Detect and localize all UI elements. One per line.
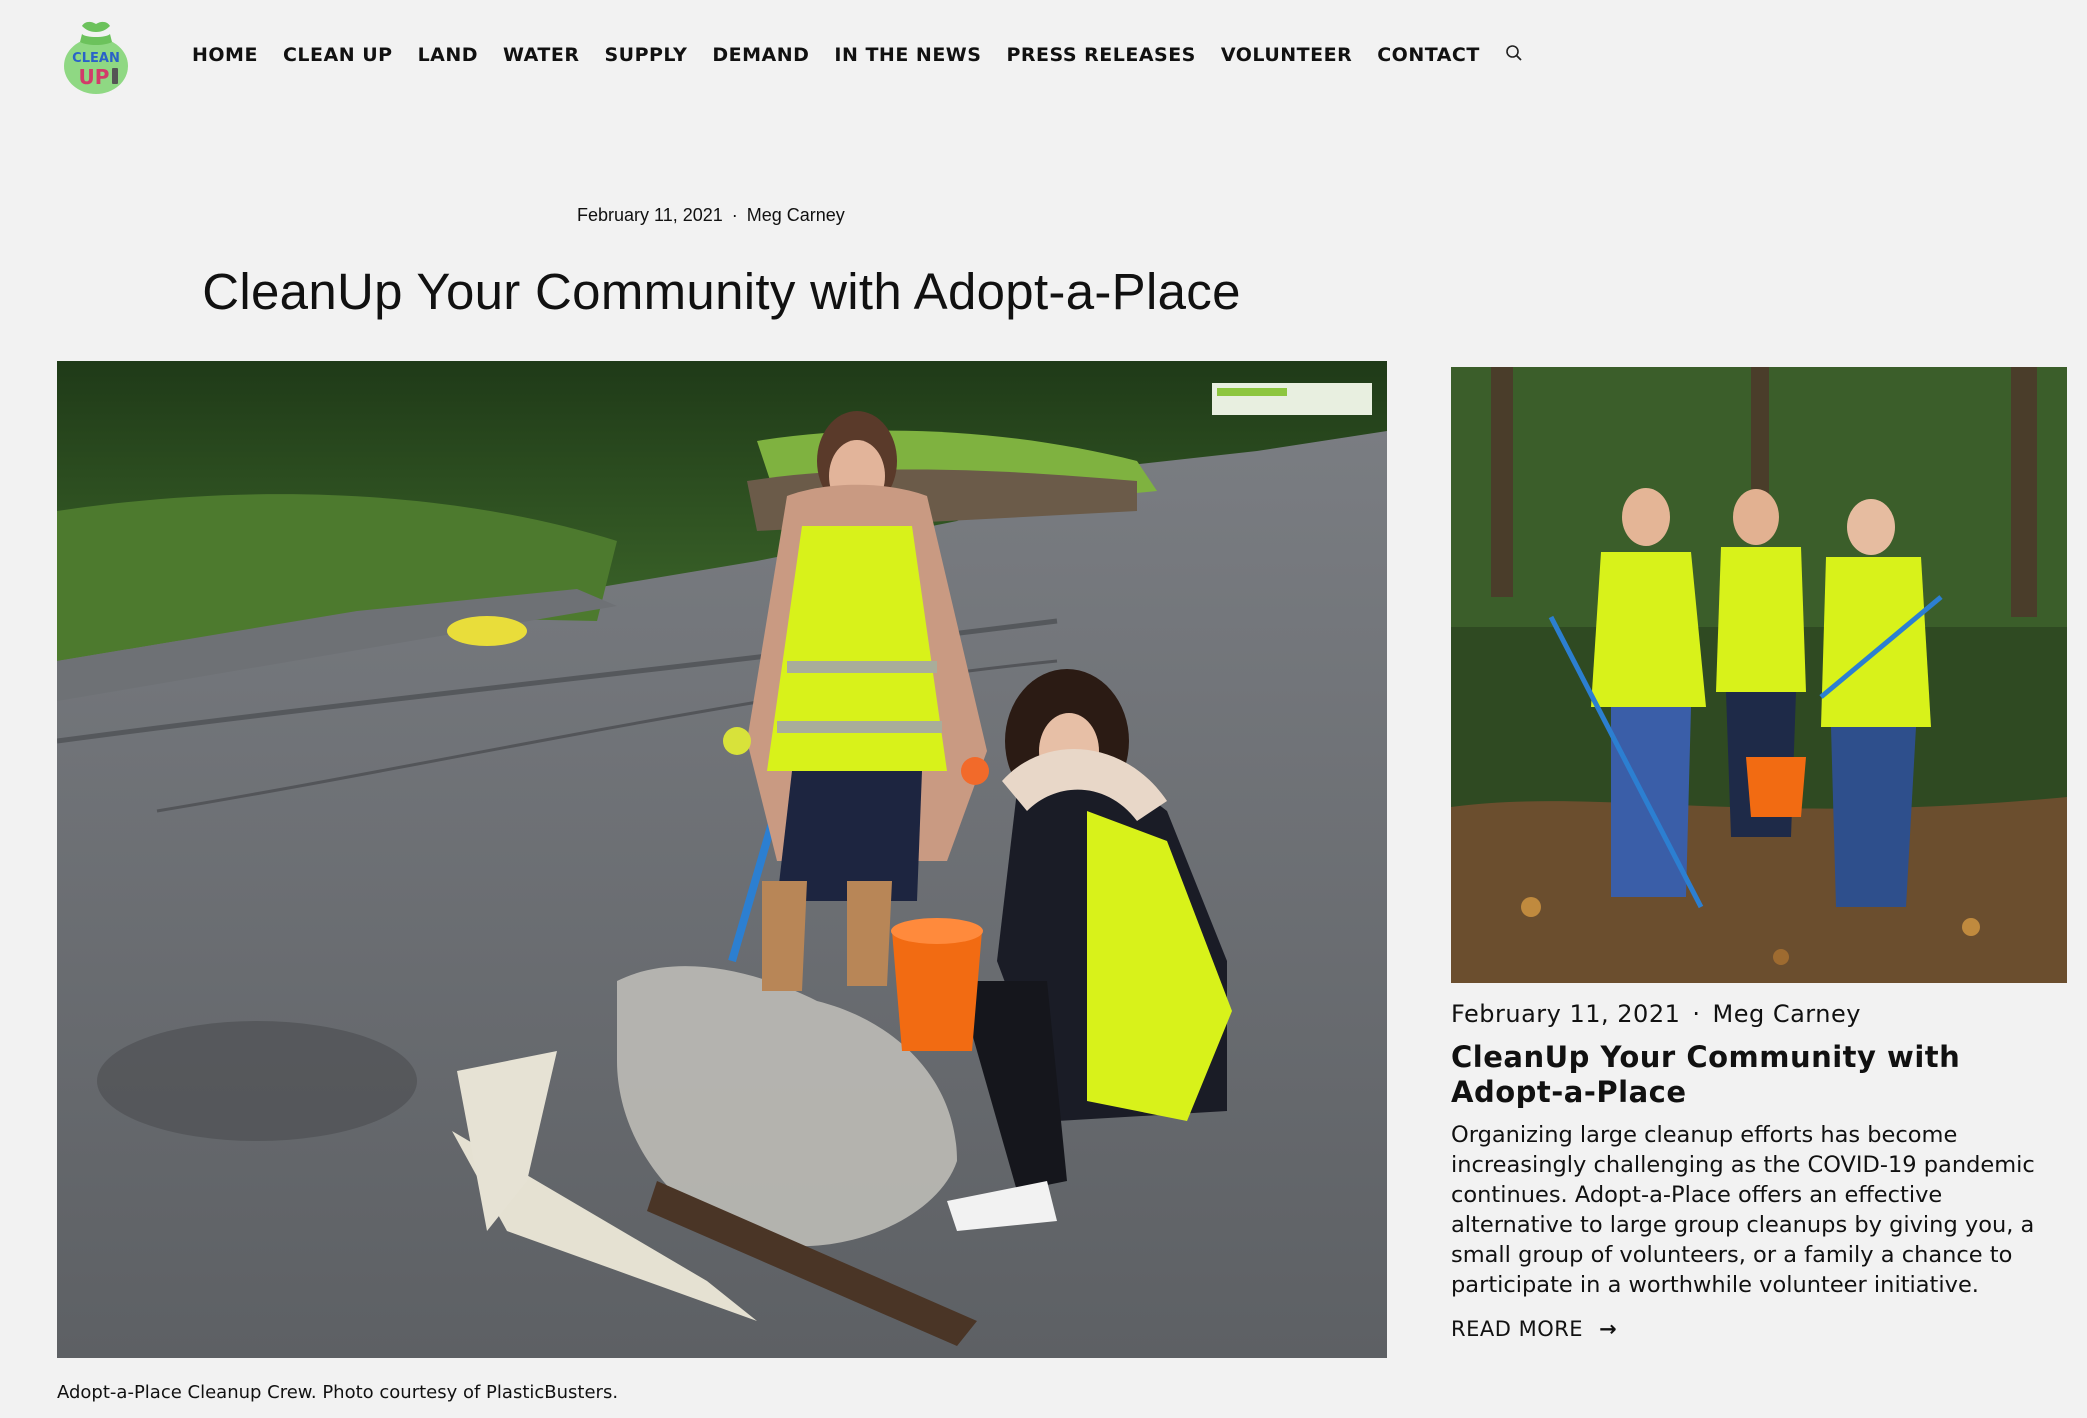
nav-land[interactable]: LAND xyxy=(417,44,479,66)
card-date[interactable]: February 11, 2021 xyxy=(1451,1000,1681,1028)
card-photo[interactable] xyxy=(1451,367,2067,983)
svg-text:CLEAN: CLEAN xyxy=(72,51,120,66)
post-date[interactable]: February 11, 2021 xyxy=(577,205,723,225)
arrow-right-icon: → xyxy=(1599,1317,1618,1341)
meta-separator: · xyxy=(731,205,738,225)
card-author[interactable]: Meg Carney xyxy=(1712,1000,1861,1028)
nav-demand[interactable]: DEMAND xyxy=(712,44,810,66)
site-logo[interactable] xyxy=(56,18,136,98)
post-author[interactable]: Meg Carney xyxy=(746,205,845,225)
nav-volunteer[interactable]: VOLUNTEER xyxy=(1220,44,1353,66)
nav-supply[interactable]: SUPPLY xyxy=(604,44,688,66)
card-excerpt: Organizing large cleanup efforts has become increasingly challenging as the COVID-19 pandemic continues. Adopt-a-Place offers an effective alternative to large group cleanups by giving you, a small group of volunteers, or a family a chance to participate in a worthwhile volunteer initiative. xyxy=(1451,1122,2035,1298)
card-title[interactable]: CleanUp Your Community with Adopt-a-Place xyxy=(1451,1040,1961,1109)
nav-contact[interactable]: CONTACT xyxy=(1377,44,1480,66)
card-meta-separator: · xyxy=(1692,1000,1701,1028)
card-meta xyxy=(1451,1000,1861,1028)
read-more-label: READ MORE xyxy=(1451,1317,1584,1341)
nav-clean-up[interactable]: CLEAN UP xyxy=(282,44,393,66)
read-more-link[interactable] xyxy=(1451,1317,1617,1341)
post-meta xyxy=(577,205,845,226)
svg-text:UP: UP xyxy=(78,65,110,89)
nav-water[interactable]: WATER xyxy=(503,44,580,66)
nav-home[interactable]: HOME xyxy=(192,44,258,66)
nav-in-the-news[interactable]: IN THE NEWS xyxy=(834,44,982,66)
photo-caption: Adopt-a-Place Cleanup Crew. Photo courtesy of PlasticBusters. xyxy=(57,1382,619,1403)
main-nav xyxy=(192,44,1527,66)
nav-press-releases[interactable]: PRESS RELEASES xyxy=(1006,44,1196,66)
page-title: CleanUp Your Community with Adopt-a-Place xyxy=(202,263,1241,320)
logo-bag-icon xyxy=(56,18,136,98)
search-icon[interactable] xyxy=(1505,44,1527,66)
hero-photo xyxy=(57,361,1387,1358)
